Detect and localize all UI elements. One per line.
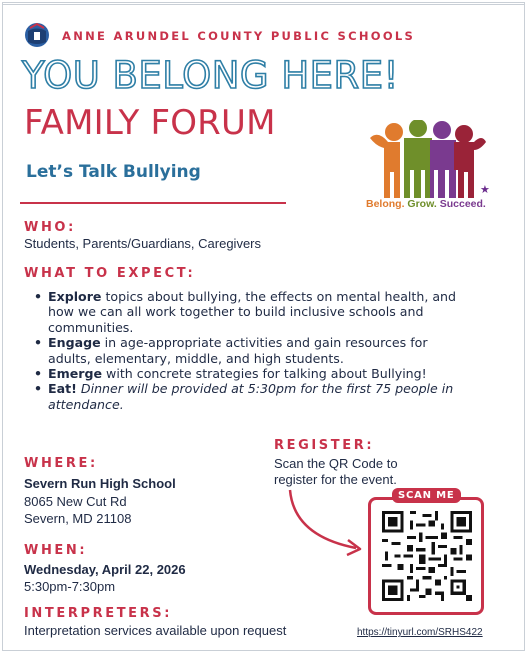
expect-lead: Explore	[48, 289, 102, 304]
register-heading: REGISTER:	[274, 438, 375, 453]
top-rule	[2, 4, 525, 5]
expect-item-engage	[34, 335, 474, 366]
title-you-belong-here: YOU BELONG HERE!	[22, 54, 399, 97]
people-group-icon	[368, 120, 488, 200]
tagline-succeed: Succeed.	[439, 198, 486, 210]
expect-item-eat	[34, 381, 474, 412]
scan-me-label: SCAN ME	[392, 488, 461, 503]
interpreters-text: Interpretation services available upon request	[24, 623, 287, 638]
district-logo-icon	[24, 22, 50, 48]
expect-heading: WHAT TO EXPECT:	[24, 266, 196, 281]
belong-grow-succeed-tagline	[366, 198, 486, 210]
who-text: Students, Parents/Guardians, Caregivers	[24, 236, 262, 251]
where-heading: WHERE:	[24, 456, 98, 471]
expect-lead: Emerge	[48, 366, 103, 382]
tagline-belong: Belong.	[366, 198, 405, 210]
venue-address-line1: 8065 New Cut Rd	[24, 494, 127, 509]
title-divider	[20, 202, 286, 204]
event-date: Wednesday, April 22, 2026	[24, 562, 186, 577]
who-heading: WHO:	[24, 220, 76, 235]
expect-item-explore	[34, 289, 474, 335]
register-text: Scan the QR Code to register for the event.	[274, 456, 398, 487]
expect-rest: topics about bullying, the effects on mental health, and how we can all work together to build inclusive schools and communities.	[48, 289, 457, 335]
expect-list	[34, 289, 474, 412]
interpreters-heading: INTERPRETERS:	[24, 606, 173, 621]
venue-address-line2: Severn, MD 21108	[24, 511, 132, 526]
expect-rest: Dinner will be provided at 5:30pm for the first 75 people in attendance.	[48, 381, 454, 412]
when-heading: WHEN:	[24, 543, 88, 558]
event-time: 5:30pm-7:30pm	[24, 579, 116, 594]
arrow-icon	[284, 486, 368, 558]
star-icon: ★	[480, 183, 490, 196]
event-subtitle: Let’s Talk Bullying	[26, 162, 201, 182]
expect-lead: Eat!	[48, 381, 77, 397]
expect-rest: with concrete strategies for talking about Bullying!	[102, 366, 427, 382]
expect-item-emerge	[34, 366, 474, 381]
expect-rest: in age-appropriate activities and gain resources for adults, elementary, middle, and high students.	[48, 335, 428, 366]
title-family-forum: FAMILY FORUM	[24, 103, 276, 143]
district-name: ANNE ARUNDEL COUNTY PUBLIC SCHOOLS	[62, 29, 416, 43]
tagline-grow: Grow.	[407, 198, 437, 210]
venue-name: Severn Run High School	[24, 476, 176, 491]
expect-lead: Engage	[48, 335, 101, 351]
register-url-link[interactable]: https://tinyurl.com/SRHS422	[357, 627, 483, 638]
qr-code-icon[interactable]	[382, 511, 472, 601]
